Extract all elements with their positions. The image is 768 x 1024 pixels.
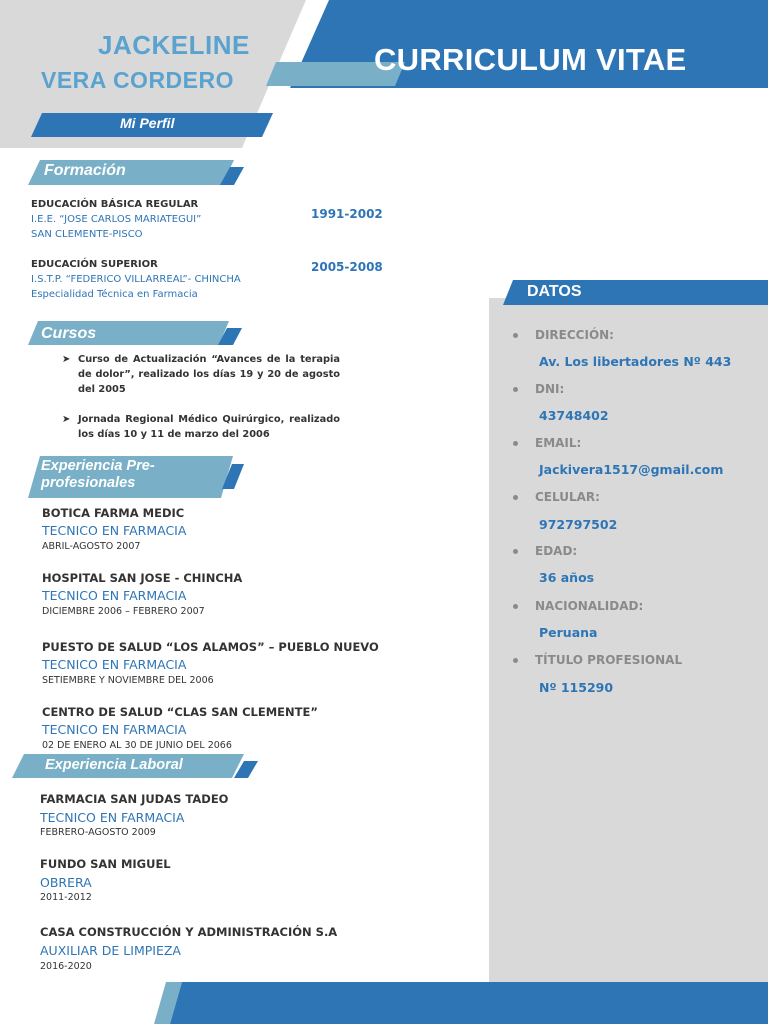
data-panel <box>489 298 768 982</box>
course-text: Curso de Actualización “Avances de la terapia de dolor”, realizado los días 19 y 20 de agosto del 2005 <box>78 354 340 395</box>
job-date: ABRIL-AGOSTO 2007 <box>42 541 141 552</box>
name-first: JACKELINE <box>98 30 250 60</box>
job-place: FARMACIA SAN JUDAS TADEO <box>40 792 229 806</box>
job-place: FUNDO SAN MIGUEL <box>40 857 171 871</box>
job-date: FEBRERO-AGOSTO 2009 <box>40 827 156 838</box>
data-value-age: 36 años <box>539 570 595 585</box>
education-years: 2005-2008 <box>311 260 383 274</box>
job-place: BOTICA FARMA MEDIC <box>42 506 185 520</box>
job-place: CASA CONSTRUCCIÓN Y ADMINISTRACIÓN S.A <box>40 925 338 939</box>
education-level: EDUCACIÓN BÁSICA REGULAR <box>31 199 199 210</box>
data-value-address: Av. Los libertadores Nº 443 <box>539 354 732 369</box>
section-title-line: profesionales <box>41 475 136 491</box>
job-place: PUESTO DE SALUD “LOS ALAMOS” – PUEBLO NUEVO <box>42 640 379 654</box>
bullet-icon <box>513 441 518 446</box>
name-last: VERA CORDERO <box>41 67 234 93</box>
job-role: OBRERA <box>40 875 92 890</box>
job-role: AUXILIAR DE LIMPIEZA <box>40 943 181 958</box>
data-value-dni: 43748402 <box>539 408 609 423</box>
section-title-courses: Cursos <box>41 325 97 342</box>
bullet-icon <box>513 333 518 338</box>
education-years: 1991-2002 <box>311 207 383 221</box>
section-title-work-experience: Experiencia Laboral <box>45 757 183 773</box>
bullet-icon <box>513 658 518 663</box>
bullet-icon <box>513 495 518 500</box>
course-item <box>62 352 340 397</box>
bullet-icon <box>513 387 518 392</box>
education-specialty: Especialidad Técnica en Farmacia <box>31 289 198 300</box>
profile-label: Mi Perfil <box>120 115 175 131</box>
page-title: CURRICULUM VITAE <box>374 42 687 77</box>
data-label-professional-title: TÍTULO PROFESIONAL <box>535 653 683 667</box>
arrow-bullet-icon: ➤ <box>62 414 71 425</box>
data-label-email: EMAIL: <box>535 436 582 450</box>
job-role: TECNICO EN FARMACIA <box>42 523 187 538</box>
data-label-nationality: NACIONALIDAD: <box>535 599 644 613</box>
data-value-email: Jackivera1517@gmail.com <box>539 462 724 477</box>
job-role: TECNICO EN FARMACIA <box>42 722 187 737</box>
data-value-phone: 972797502 <box>539 517 618 532</box>
data-label-age: EDAD: <box>535 544 578 558</box>
job-date: 2011-2012 <box>40 892 92 903</box>
section-title-education: Formación <box>44 162 126 179</box>
section-title-pre-experience <box>41 458 155 492</box>
footer-blue-bar <box>170 982 768 1024</box>
job-role: TECNICO EN FARMACIA <box>42 657 187 672</box>
bullet-icon <box>513 549 518 554</box>
data-value-professional-title: Nº 115290 <box>539 680 614 695</box>
education-institution: I.E.E. “JOSE CARLOS MARIATEGUI” <box>31 214 202 225</box>
section-title-data: DATOS <box>527 283 582 300</box>
job-date: 02 DE ENERO AL 30 DE JUNIO DEL 2066 <box>42 740 232 751</box>
data-label-dni: DNI: <box>535 382 565 396</box>
course-text: Jornada Regional Médico Quirúrgico, realizado los días 10 y 11 de marzo del 2006 <box>78 414 340 440</box>
job-date: SETIEMBRE Y NOVIEMBRE DEL 2006 <box>42 675 214 686</box>
education-location: SAN CLEMENTE-PISCO <box>31 229 143 240</box>
data-label-address: DIRECCIÓN: <box>535 328 614 342</box>
job-role: TECNICO EN FARMACIA <box>40 810 185 825</box>
arrow-bullet-icon: ➤ <box>62 354 71 365</box>
job-date: 2016-2020 <box>40 961 92 972</box>
education-institution: I.S.T.P. “FEDERICO VILLARREAL”- CHINCHA <box>31 274 241 285</box>
section-title-line: Experiencia Pre- <box>41 458 155 474</box>
education-level: EDUCACIÓN SUPERIOR <box>31 259 158 270</box>
bullet-icon <box>513 604 518 609</box>
data-label-phone: CELULAR: <box>535 490 600 504</box>
job-place: HOSPITAL SAN JOSE - CHINCHA <box>42 571 243 585</box>
job-date: DICIEMBRE 2006 – FEBRERO 2007 <box>42 606 205 617</box>
course-item <box>62 412 340 442</box>
data-value-nationality: Peruana <box>539 625 598 640</box>
job-place: CENTRO DE SALUD “CLAS SAN CLEMENTE” <box>42 705 318 719</box>
job-role: TECNICO EN FARMACIA <box>42 588 187 603</box>
